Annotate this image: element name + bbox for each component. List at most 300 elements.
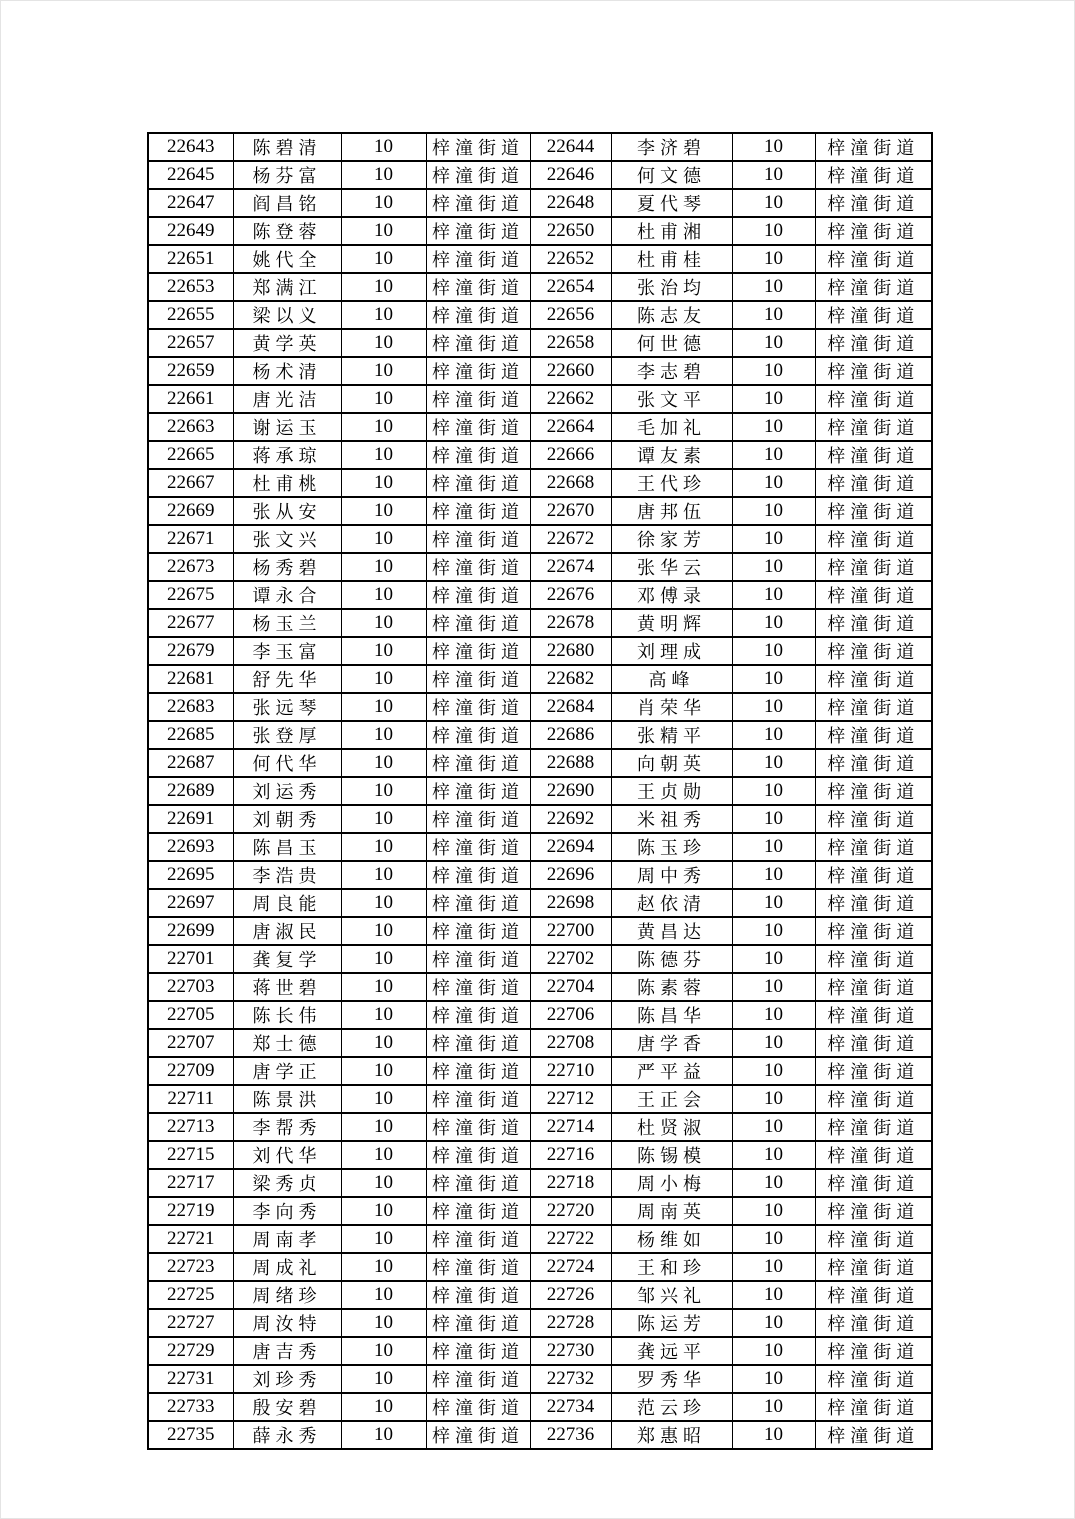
serial-cell: 22679 — [148, 637, 233, 665]
serial-cell: 22656 — [530, 301, 611, 329]
name-cell: 谭永合 — [233, 581, 341, 609]
district-cell: 梓潼街道 — [426, 525, 530, 553]
serial-cell: 22704 — [530, 973, 611, 1001]
table-row — [148, 217, 932, 245]
name-cell: 陈碧清 — [233, 133, 341, 161]
amount-cell: 10 — [341, 861, 426, 889]
table-row — [148, 1393, 932, 1421]
name-cell: 陈昌华 — [611, 1001, 732, 1029]
amount-cell: 10 — [341, 273, 426, 301]
table-row — [148, 889, 932, 917]
district-cell: 梓潼街道 — [426, 1113, 530, 1141]
amount-cell: 10 — [732, 413, 815, 441]
table-row — [148, 245, 932, 273]
roster-table-body — [148, 133, 932, 1449]
amount-cell: 10 — [732, 497, 815, 525]
name-cell: 夏代琴 — [611, 189, 732, 217]
serial-cell: 22732 — [530, 1365, 611, 1393]
table-row — [148, 833, 932, 861]
serial-cell: 22648 — [530, 189, 611, 217]
name-cell: 李志碧 — [611, 357, 732, 385]
serial-cell: 22711 — [148, 1085, 233, 1113]
serial-cell: 22696 — [530, 861, 611, 889]
table-row — [148, 413, 932, 441]
name-cell: 唐学正 — [233, 1057, 341, 1085]
serial-cell: 22659 — [148, 357, 233, 385]
serial-cell: 22708 — [530, 1029, 611, 1057]
name-cell: 罗秀华 — [611, 1365, 732, 1393]
name-cell: 张从安 — [233, 497, 341, 525]
amount-cell: 10 — [732, 329, 815, 357]
amount-cell: 10 — [732, 721, 815, 749]
district-cell: 梓潼街道 — [815, 973, 932, 1001]
district-cell: 梓潼街道 — [426, 273, 530, 301]
table-row — [148, 945, 932, 973]
district-cell: 梓潼街道 — [815, 1197, 932, 1225]
serial-cell: 22719 — [148, 1197, 233, 1225]
district-cell: 梓潼街道 — [426, 497, 530, 525]
amount-cell: 10 — [341, 889, 426, 917]
serial-cell: 22674 — [530, 553, 611, 581]
table-row — [148, 441, 932, 469]
name-cell: 周绪珍 — [233, 1281, 341, 1309]
district-cell: 梓潼街道 — [426, 161, 530, 189]
serial-cell: 22678 — [530, 609, 611, 637]
serial-cell: 22725 — [148, 1281, 233, 1309]
district-cell: 梓潼街道 — [815, 1365, 932, 1393]
district-cell: 梓潼街道 — [815, 133, 932, 161]
name-cell: 殷安碧 — [233, 1393, 341, 1421]
district-cell: 梓潼街道 — [426, 1337, 530, 1365]
district-cell: 梓潼街道 — [426, 693, 530, 721]
name-cell: 杨玉兰 — [233, 609, 341, 637]
amount-cell: 10 — [732, 973, 815, 1001]
district-cell: 梓潼街道 — [426, 721, 530, 749]
name-cell: 陈志友 — [611, 301, 732, 329]
name-cell: 徐家芳 — [611, 525, 732, 553]
name-cell: 陈锡模 — [611, 1141, 732, 1169]
district-cell: 梓潼街道 — [815, 329, 932, 357]
name-cell: 王正会 — [611, 1085, 732, 1113]
amount-cell: 10 — [732, 1141, 815, 1169]
amount-cell: 10 — [341, 1393, 426, 1421]
table-row — [148, 273, 932, 301]
name-cell: 毛加礼 — [611, 413, 732, 441]
name-cell: 陈景洪 — [233, 1085, 341, 1113]
district-cell: 梓潼街道 — [426, 1393, 530, 1421]
district-cell: 梓潼街道 — [815, 245, 932, 273]
amount-cell: 10 — [732, 581, 815, 609]
amount-cell: 10 — [732, 1421, 815, 1449]
district-cell: 梓潼街道 — [815, 1029, 932, 1057]
name-cell: 严平益 — [611, 1057, 732, 1085]
amount-cell: 10 — [341, 357, 426, 385]
amount-cell: 10 — [732, 1197, 815, 1225]
serial-cell: 22654 — [530, 273, 611, 301]
district-cell: 梓潼街道 — [815, 413, 932, 441]
table-row — [148, 1337, 932, 1365]
district-cell: 梓潼街道 — [815, 1057, 932, 1085]
district-cell: 梓潼街道 — [815, 945, 932, 973]
amount-cell: 10 — [341, 553, 426, 581]
district-cell: 梓潼街道 — [815, 1169, 932, 1197]
serial-cell: 22685 — [148, 721, 233, 749]
amount-cell: 10 — [341, 805, 426, 833]
roster-table — [147, 132, 933, 1450]
table-row — [148, 525, 932, 553]
name-cell: 唐光洁 — [233, 385, 341, 413]
district-cell: 梓潼街道 — [426, 133, 530, 161]
amount-cell: 10 — [341, 161, 426, 189]
amount-cell: 10 — [341, 217, 426, 245]
serial-cell: 22668 — [530, 469, 611, 497]
serial-cell: 22669 — [148, 497, 233, 525]
name-cell: 高峰 — [611, 665, 732, 693]
amount-cell: 10 — [732, 1001, 815, 1029]
serial-cell: 22735 — [148, 1421, 233, 1449]
amount-cell: 10 — [341, 413, 426, 441]
serial-cell: 22672 — [530, 525, 611, 553]
name-cell: 郑惠昭 — [611, 1421, 732, 1449]
serial-cell: 22682 — [530, 665, 611, 693]
district-cell: 梓潼街道 — [815, 1113, 932, 1141]
serial-cell: 22733 — [148, 1393, 233, 1421]
amount-cell: 10 — [732, 1225, 815, 1253]
serial-cell: 22694 — [530, 833, 611, 861]
serial-cell: 22697 — [148, 889, 233, 917]
name-cell: 姚代全 — [233, 245, 341, 273]
serial-cell: 22699 — [148, 917, 233, 945]
serial-cell: 22666 — [530, 441, 611, 469]
amount-cell: 10 — [732, 1281, 815, 1309]
amount-cell: 10 — [341, 1085, 426, 1113]
district-cell: 梓潼街道 — [426, 441, 530, 469]
serial-cell: 22692 — [530, 805, 611, 833]
district-cell: 梓潼街道 — [426, 1085, 530, 1113]
name-cell: 张精平 — [611, 721, 732, 749]
district-cell: 梓潼街道 — [426, 1225, 530, 1253]
district-cell: 梓潼街道 — [815, 777, 932, 805]
name-cell: 唐邦伍 — [611, 497, 732, 525]
serial-cell: 22677 — [148, 609, 233, 637]
amount-cell: 10 — [732, 693, 815, 721]
amount-cell: 10 — [732, 1057, 815, 1085]
serial-cell: 22706 — [530, 1001, 611, 1029]
serial-cell: 22651 — [148, 245, 233, 273]
table-row — [148, 1365, 932, 1393]
serial-cell: 22681 — [148, 665, 233, 693]
serial-cell: 22652 — [530, 245, 611, 273]
district-cell: 梓潼街道 — [426, 245, 530, 273]
serial-cell: 22683 — [148, 693, 233, 721]
amount-cell: 10 — [341, 973, 426, 1001]
serial-cell: 22688 — [530, 749, 611, 777]
name-cell: 杨芬富 — [233, 161, 341, 189]
name-cell: 薛永秀 — [233, 1421, 341, 1449]
amount-cell: 10 — [341, 777, 426, 805]
serial-cell: 22664 — [530, 413, 611, 441]
amount-cell: 10 — [732, 189, 815, 217]
district-cell: 梓潼街道 — [815, 469, 932, 497]
table-row — [148, 973, 932, 1001]
name-cell: 梁秀贞 — [233, 1169, 341, 1197]
name-cell: 李浩贵 — [233, 861, 341, 889]
district-cell: 梓潼街道 — [815, 721, 932, 749]
serial-cell: 22644 — [530, 133, 611, 161]
amount-cell: 10 — [341, 917, 426, 945]
district-cell: 梓潼街道 — [815, 385, 932, 413]
serial-cell: 22716 — [530, 1141, 611, 1169]
amount-cell: 10 — [341, 189, 426, 217]
district-cell: 梓潼街道 — [815, 1085, 932, 1113]
amount-cell: 10 — [341, 1113, 426, 1141]
amount-cell: 10 — [732, 917, 815, 945]
amount-cell: 10 — [341, 329, 426, 357]
district-cell: 梓潼街道 — [426, 1029, 530, 1057]
name-cell: 肖荣华 — [611, 693, 732, 721]
serial-cell: 22670 — [530, 497, 611, 525]
serial-cell: 22649 — [148, 217, 233, 245]
table-row — [148, 1421, 932, 1449]
district-cell: 梓潼街道 — [815, 1393, 932, 1421]
district-cell: 梓潼街道 — [815, 1281, 932, 1309]
name-cell: 谭友素 — [611, 441, 732, 469]
district-cell: 梓潼街道 — [815, 1001, 932, 1029]
serial-cell: 22718 — [530, 1169, 611, 1197]
serial-cell: 22723 — [148, 1253, 233, 1281]
amount-cell: 10 — [341, 1421, 426, 1449]
serial-cell: 22687 — [148, 749, 233, 777]
serial-cell: 22736 — [530, 1421, 611, 1449]
serial-cell: 22713 — [148, 1113, 233, 1141]
amount-cell: 10 — [732, 1337, 815, 1365]
amount-cell: 10 — [732, 1365, 815, 1393]
table-row — [148, 1309, 932, 1337]
district-cell: 梓潼街道 — [426, 1169, 530, 1197]
name-cell: 杨维如 — [611, 1225, 732, 1253]
name-cell: 何代华 — [233, 749, 341, 777]
table-row — [148, 637, 932, 665]
serial-cell: 22645 — [148, 161, 233, 189]
name-cell: 张治均 — [611, 273, 732, 301]
table-row — [148, 1141, 932, 1169]
table-row — [148, 721, 932, 749]
serial-cell: 22650 — [530, 217, 611, 245]
table-row — [148, 1057, 932, 1085]
district-cell: 梓潼街道 — [815, 273, 932, 301]
serial-cell: 22680 — [530, 637, 611, 665]
name-cell: 唐学香 — [611, 1029, 732, 1057]
serial-cell: 22709 — [148, 1057, 233, 1085]
serial-cell: 22700 — [530, 917, 611, 945]
table-row — [148, 1281, 932, 1309]
serial-cell: 22684 — [530, 693, 611, 721]
district-cell: 梓潼街道 — [815, 1141, 932, 1169]
district-cell: 梓潼街道 — [426, 1281, 530, 1309]
table-row — [148, 1113, 932, 1141]
amount-cell: 10 — [732, 665, 815, 693]
serial-cell: 22658 — [530, 329, 611, 357]
district-cell: 梓潼街道 — [815, 665, 932, 693]
district-cell: 梓潼街道 — [426, 1057, 530, 1085]
serial-cell: 22717 — [148, 1169, 233, 1197]
serial-cell: 22710 — [530, 1057, 611, 1085]
serial-cell: 22695 — [148, 861, 233, 889]
amount-cell: 10 — [341, 1365, 426, 1393]
serial-cell: 22731 — [148, 1365, 233, 1393]
district-cell: 梓潼街道 — [426, 1421, 530, 1449]
amount-cell: 10 — [732, 357, 815, 385]
name-cell: 陈素蓉 — [611, 973, 732, 1001]
amount-cell: 10 — [341, 945, 426, 973]
amount-cell: 10 — [732, 1393, 815, 1421]
serial-cell: 22728 — [530, 1309, 611, 1337]
serial-cell: 22675 — [148, 581, 233, 609]
district-cell: 梓潼街道 — [426, 217, 530, 245]
serial-cell: 22691 — [148, 805, 233, 833]
serial-cell: 22655 — [148, 301, 233, 329]
serial-cell: 22727 — [148, 1309, 233, 1337]
table-row — [148, 1253, 932, 1281]
name-cell: 杨秀碧 — [233, 553, 341, 581]
amount-cell: 10 — [732, 1085, 815, 1113]
district-cell: 梓潼街道 — [426, 189, 530, 217]
district-cell: 梓潼街道 — [815, 441, 932, 469]
serial-cell: 22703 — [148, 973, 233, 1001]
name-cell: 龚复学 — [233, 945, 341, 973]
table-row — [148, 385, 932, 413]
amount-cell: 10 — [732, 245, 815, 273]
serial-cell: 22643 — [148, 133, 233, 161]
table-row — [148, 1029, 932, 1057]
name-cell: 张华云 — [611, 553, 732, 581]
name-cell: 周成礼 — [233, 1253, 341, 1281]
serial-cell: 22665 — [148, 441, 233, 469]
amount-cell: 10 — [341, 609, 426, 637]
name-cell: 陈运芳 — [611, 1309, 732, 1337]
name-cell: 陈长伟 — [233, 1001, 341, 1029]
amount-cell: 10 — [341, 1253, 426, 1281]
amount-cell: 10 — [341, 1281, 426, 1309]
name-cell: 唐淑民 — [233, 917, 341, 945]
name-cell: 李玉富 — [233, 637, 341, 665]
table-row — [148, 357, 932, 385]
district-cell: 梓潼街道 — [815, 497, 932, 525]
amount-cell: 10 — [732, 637, 815, 665]
district-cell: 梓潼街道 — [815, 1421, 932, 1449]
serial-cell: 22702 — [530, 945, 611, 973]
name-cell: 刘朝秀 — [233, 805, 341, 833]
name-cell: 周良能 — [233, 889, 341, 917]
serial-cell: 22705 — [148, 1001, 233, 1029]
amount-cell: 10 — [732, 1113, 815, 1141]
amount-cell: 10 — [341, 581, 426, 609]
table-row — [148, 301, 932, 329]
district-cell: 梓潼街道 — [815, 1225, 932, 1253]
name-cell: 梁以义 — [233, 301, 341, 329]
name-cell: 陈昌玉 — [233, 833, 341, 861]
name-cell: 周小梅 — [611, 1169, 732, 1197]
district-cell: 梓潼街道 — [426, 1141, 530, 1169]
amount-cell: 10 — [341, 833, 426, 861]
serial-cell: 22647 — [148, 189, 233, 217]
amount-cell: 10 — [732, 1253, 815, 1281]
serial-cell: 22690 — [530, 777, 611, 805]
name-cell: 陈登蓉 — [233, 217, 341, 245]
district-cell: 梓潼街道 — [815, 217, 932, 245]
table-row — [148, 189, 932, 217]
amount-cell: 10 — [341, 525, 426, 553]
district-cell: 梓潼街道 — [815, 1309, 932, 1337]
amount-cell: 10 — [341, 245, 426, 273]
amount-cell: 10 — [732, 553, 815, 581]
name-cell: 唐吉秀 — [233, 1337, 341, 1365]
district-cell: 梓潼街道 — [426, 357, 530, 385]
name-cell: 王和珍 — [611, 1253, 732, 1281]
district-cell: 梓潼街道 — [815, 1337, 932, 1365]
table-row — [148, 469, 932, 497]
serial-cell: 22715 — [148, 1141, 233, 1169]
name-cell: 张文平 — [611, 385, 732, 413]
table-row — [148, 1085, 932, 1113]
amount-cell: 10 — [732, 1029, 815, 1057]
amount-cell: 10 — [732, 749, 815, 777]
serial-cell: 22646 — [530, 161, 611, 189]
name-cell: 米祖秀 — [611, 805, 732, 833]
table-row — [148, 1197, 932, 1225]
name-cell: 陈德芬 — [611, 945, 732, 973]
amount-cell: 10 — [732, 889, 815, 917]
name-cell: 杜贤淑 — [611, 1113, 732, 1141]
name-cell: 邓傅录 — [611, 581, 732, 609]
amount-cell: 10 — [341, 721, 426, 749]
amount-cell: 10 — [341, 1141, 426, 1169]
table-row — [148, 693, 932, 721]
amount-cell: 10 — [341, 665, 426, 693]
amount-cell: 10 — [341, 385, 426, 413]
name-cell: 黄昌达 — [611, 917, 732, 945]
district-cell: 梓潼街道 — [426, 609, 530, 637]
serial-cell: 22693 — [148, 833, 233, 861]
table-row — [148, 161, 932, 189]
name-cell: 向朝英 — [611, 749, 732, 777]
district-cell: 梓潼街道 — [815, 357, 932, 385]
table-row — [148, 553, 932, 581]
serial-cell: 22673 — [148, 553, 233, 581]
name-cell: 李帮秀 — [233, 1113, 341, 1141]
name-cell: 刘代华 — [233, 1141, 341, 1169]
district-cell: 梓潼街道 — [426, 413, 530, 441]
amount-cell: 10 — [732, 777, 815, 805]
district-cell: 梓潼街道 — [426, 1253, 530, 1281]
name-cell: 蒋世碧 — [233, 973, 341, 1001]
district-cell: 梓潼街道 — [815, 161, 932, 189]
serial-cell: 22707 — [148, 1029, 233, 1057]
name-cell: 周中秀 — [611, 861, 732, 889]
name-cell: 范云珍 — [611, 1393, 732, 1421]
district-cell: 梓潼街道 — [815, 1253, 932, 1281]
district-cell: 梓潼街道 — [426, 1365, 530, 1393]
district-cell: 梓潼街道 — [426, 1001, 530, 1029]
table-row — [148, 749, 932, 777]
district-cell: 梓潼街道 — [815, 889, 932, 917]
name-cell: 王代珍 — [611, 469, 732, 497]
table-row — [148, 917, 932, 945]
serial-cell: 22721 — [148, 1225, 233, 1253]
district-cell: 梓潼街道 — [426, 469, 530, 497]
district-cell: 梓潼街道 — [426, 973, 530, 1001]
district-cell: 梓潼街道 — [426, 553, 530, 581]
